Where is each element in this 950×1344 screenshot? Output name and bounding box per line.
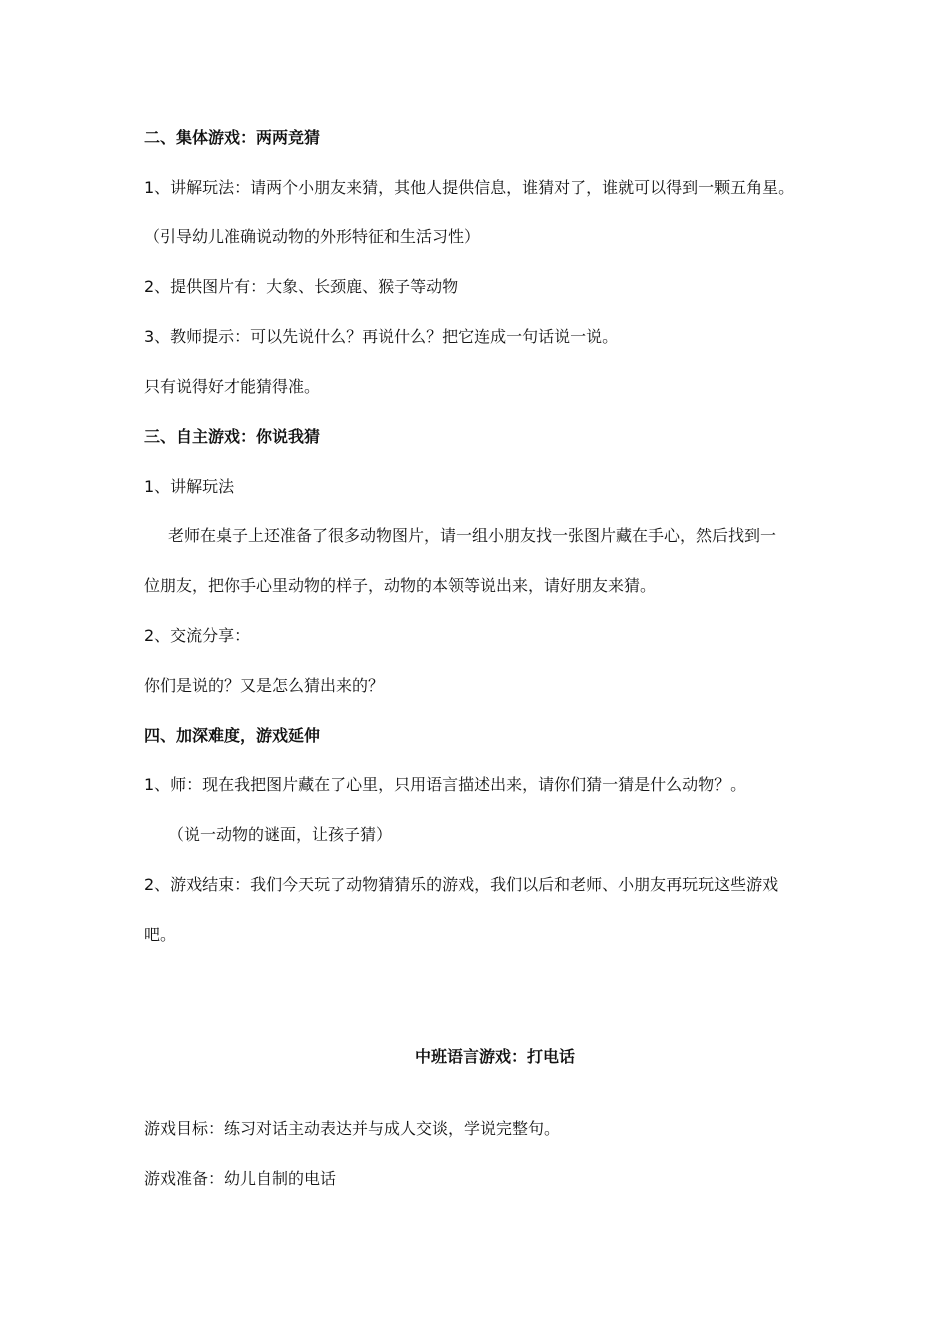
section-4-item-2-line-2: 吧。 <box>144 925 177 944</box>
section-2-heading: 二、集体游戏：两两竞猜 <box>144 128 321 147</box>
lesson-title: 中班语言游戏：打电话 <box>414 1047 575 1066</box>
section-2-item-2: 2、提供图片有：大象、长颈鹿、猴子等动物 <box>144 277 459 296</box>
section-4-heading: 四、加深难度，游戏延伸 <box>144 726 321 745</box>
section-3-question: 你们是说的？又是怎么猜出来的？ <box>144 676 385 695</box>
section-4-item-1: 1、师：现在我把图片藏在了心里，只用语言描述出来，请你们猜一猜是什么动物？。 <box>144 775 747 794</box>
section-3-paragraph-line-2: 位朋友，把你手心里动物的样子，动物的本领等说出来，请好朋友来猜。 <box>144 576 657 595</box>
section-4-item-2-line-1: 2、游戏结束：我们今天玩了动物猜猜乐的游戏，我们以后和老师、小朋友再玩玩这些游戏 <box>144 875 779 894</box>
section-2-note-1: （引导幼儿准确说动物的外形特征和生活习性） <box>144 227 481 246</box>
section-3-heading: 三、自主游戏：你说我猜 <box>144 427 321 446</box>
section-3-item-1: 1、讲解玩法 <box>144 477 235 496</box>
section-4-note-1: （说一动物的谜面，让孩子猜） <box>168 825 393 844</box>
section-2-item-3: 3、教师提示：可以先说什么？再说什么？把它连成一句话说一说。 <box>144 327 619 346</box>
section-2-note-3: 只有说得好才能猜得准。 <box>144 377 321 396</box>
section-2-item-1: 1、讲解玩法：请两个小朋友来猜，其他人提供信息，谁猜对了，谁就可以得到一颗五角星。 <box>144 178 795 197</box>
lesson-goal: 游戏目标：练习对话主动表达并与成人交谈，学说完整句。 <box>144 1119 561 1138</box>
section-3-item-2: 2、交流分享： <box>144 626 251 645</box>
section-3-paragraph-line-1: 老师在桌子上还准备了很多动物图片，请一组小朋友找一张图片藏在手心，然后找到一 <box>168 526 777 545</box>
lesson-preparation: 游戏准备：幼儿自制的电话 <box>144 1169 337 1188</box>
